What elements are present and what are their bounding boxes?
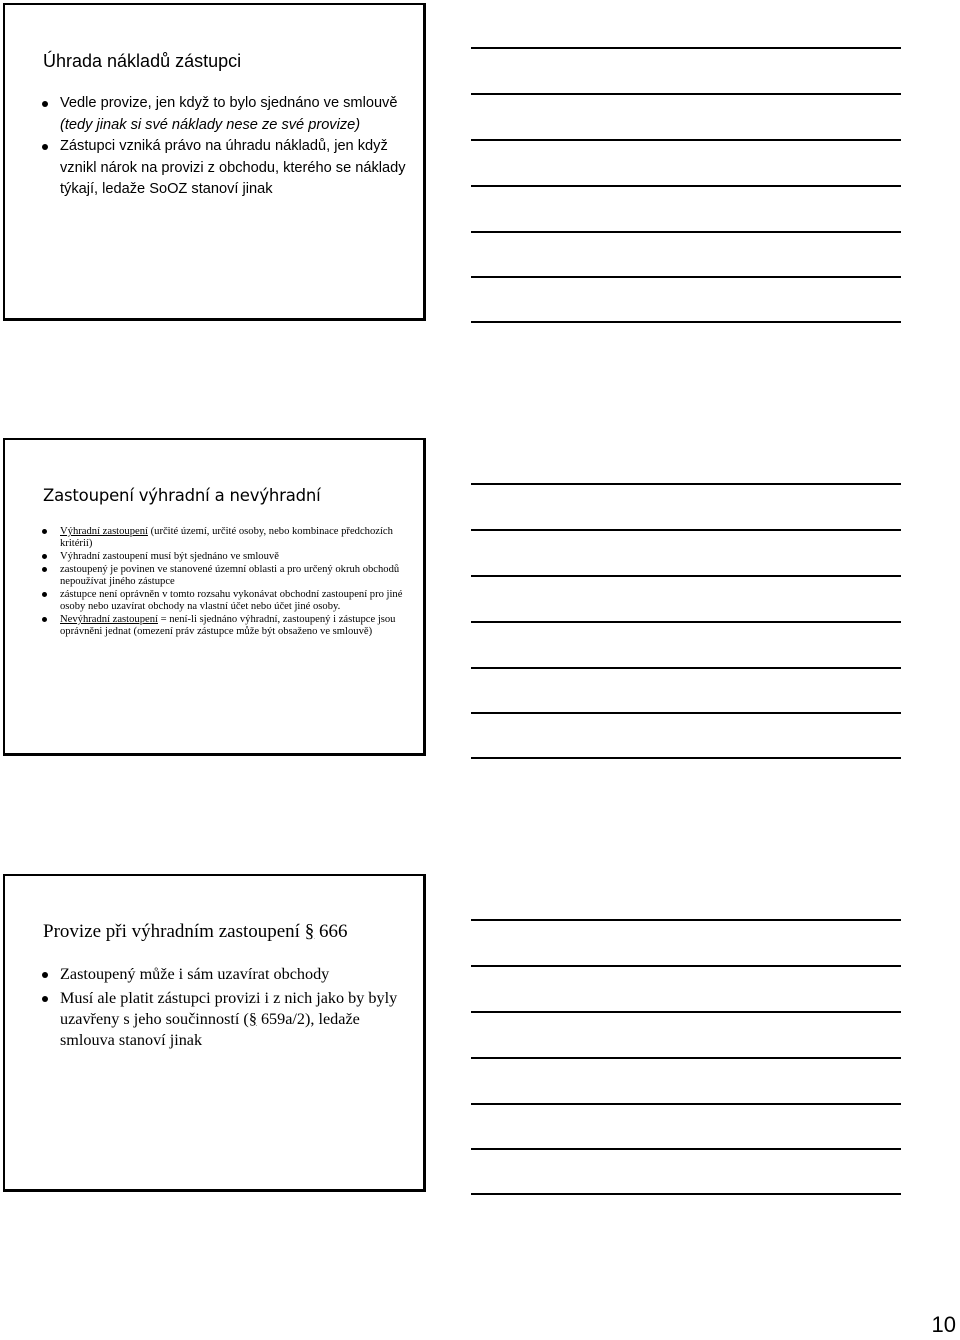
note-line (471, 575, 901, 577)
slide-thumbnail-2 (3, 438, 426, 756)
bullet-item (41, 589, 409, 613)
note-line (471, 621, 901, 623)
page-number: 10 (931, 1312, 956, 1337)
note-line (471, 1011, 901, 1013)
note-line (471, 919, 901, 921)
bullet-item (41, 964, 409, 985)
bullet-item (41, 526, 409, 550)
bullet-underlined-term: Výhradní zastoupení (60, 526, 148, 537)
note-line (471, 712, 901, 714)
bullet-text: = není-li sjednáno výhradní, zastoupený i zástupce jsou oprávněni jednat (omezení práv zástupce může být obsaženo ve smlouvě) (60, 614, 396, 637)
note-line (471, 1148, 901, 1150)
note-line (471, 1103, 901, 1105)
bullet-text: Výhradní zastoupení musí být sjednáno ve smlouvě (60, 551, 279, 562)
note-line (471, 139, 901, 141)
slide-thumbnail-1 (3, 3, 426, 321)
bullet-text: (určité území, určité osoby, nebo kombinace předchozích kritérií) (60, 526, 393, 549)
note-line (471, 529, 901, 531)
bullet-text: zástupce není oprávněn v tomto rozsahu vykonávat obchodní zastoupení pro jiné osoby nebo uzavírat obchody na vlastní účet nebo účet jiné osoby. (60, 589, 403, 612)
section-link[interactable]: § (248, 1010, 257, 1028)
bullet-text: Musí ale platit zástupci provizi i z nich jako by byly uzavřeny s jeho součinností ( (60, 989, 398, 1028)
bullet-text: zastoupený je povinen ve stanovené územní oblasti a pro určený okruh obchodů nepoužívat jiného zástupce (60, 564, 400, 587)
note-line (471, 185, 901, 187)
slide-title: Zastoupení výhradní a nevýhradní (43, 486, 321, 505)
bullet-text: Zastoupený může i sám uzavírat obchody (60, 965, 330, 983)
title-text: Provize při výhradním zastoupení (43, 921, 305, 942)
note-line (471, 93, 901, 95)
bullet-underlined-term: Nevýhradní zastoupení (60, 614, 158, 625)
bullet-item (41, 551, 409, 563)
slide-thumbnail-3 (3, 874, 426, 1192)
bullet-item (41, 564, 409, 588)
section-link[interactable]: § (304, 921, 315, 942)
bullet-item (41, 93, 409, 136)
bullet-item (41, 988, 409, 1051)
bullet-list (41, 964, 409, 1054)
bullet-item (41, 614, 409, 638)
note-line (471, 757, 901, 759)
bullet-list (41, 526, 409, 639)
bullet-text: Zástupci vzniká právo na úhradu nákladů, jen když vznikl nárok na provizi z obchodu, kterého se náklady týkají, ledaže SoOZ stanoví jinak (60, 138, 406, 197)
bullet-item (41, 136, 409, 201)
note-line (471, 47, 901, 49)
note-line (471, 321, 901, 323)
bullet-text: Vedle provize, jen když to bylo sjednáno ve smlouvě (60, 95, 398, 111)
title-text: 666 (314, 921, 348, 942)
note-line (471, 667, 901, 669)
note-line (471, 483, 901, 485)
note-line (471, 231, 901, 233)
slide-title (43, 920, 413, 944)
bullet-list (41, 93, 409, 201)
bullet-italic-text: (tedy jinak si své náklady nese ze své provize) (60, 116, 361, 133)
note-line (471, 276, 901, 278)
slide-title: Úhrada nákladů zástupci (43, 51, 242, 71)
note-line (471, 1193, 901, 1195)
note-line (471, 1057, 901, 1059)
bullet-text: 659a/2), ledaže smlouva stanoví jinak (60, 1010, 360, 1049)
note-line (471, 965, 901, 967)
